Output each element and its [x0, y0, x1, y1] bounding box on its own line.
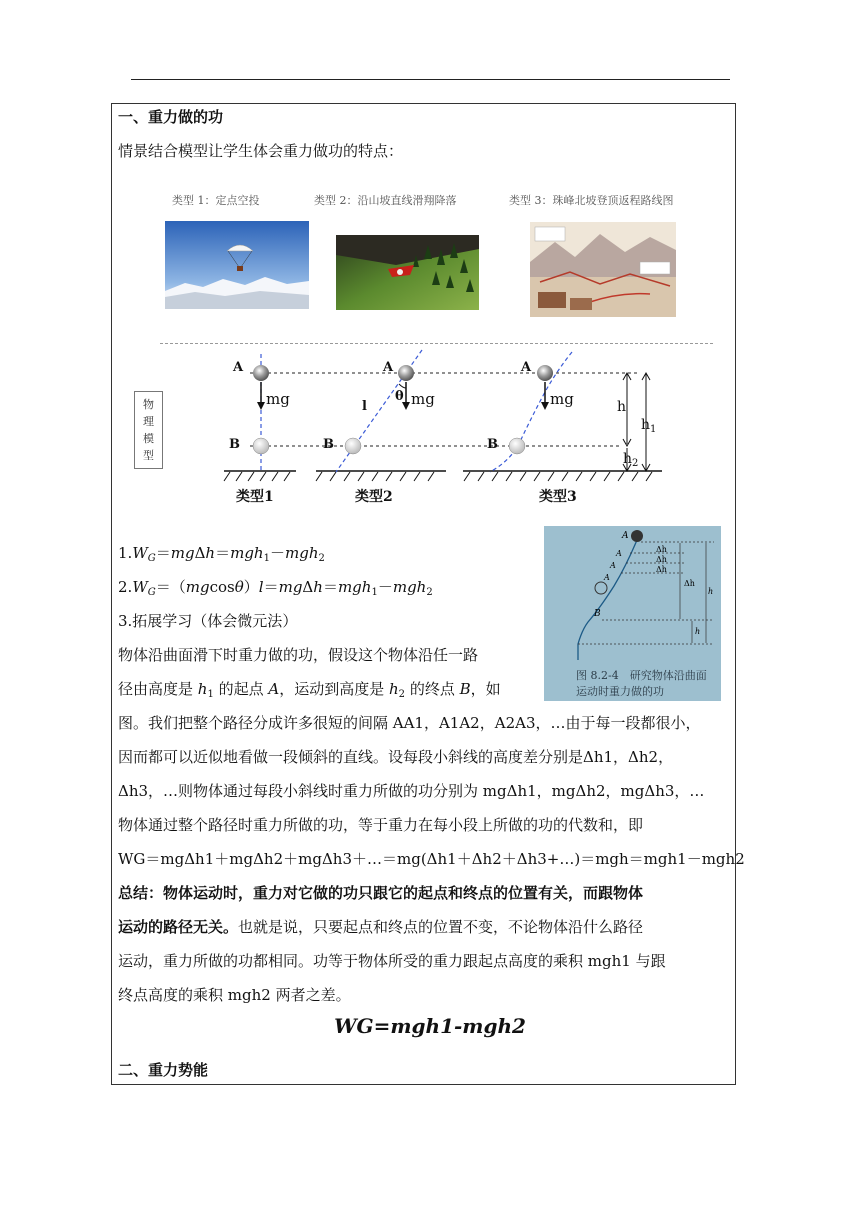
para-line: 物体通过整个路径时重力所做的功，等于重力在每小段上所做的功的代数和，即: [118, 816, 644, 834]
label-h: h: [617, 399, 627, 415]
item-3-heading: 3.拓展学习（体会微元法）: [118, 612, 298, 630]
svg-text:A: A: [604, 573, 610, 582]
para-line: 因而都可以近似地看做一段倾斜的直线。设每段小斜线的高度差分别是Δh1，Δh2，: [118, 748, 674, 766]
label-b-type-3: B: [487, 437, 498, 452]
equation-1: $1.W_G=mg\Delta h=mgh_1-mgh_2$: [118, 544, 325, 564]
svg-text:A: A: [616, 549, 622, 558]
ball-a-type-1: [253, 365, 269, 381]
summary-line: 终点高度的乘积 mgh2 两者之差。: [118, 986, 351, 1004]
svg-text:B: B: [594, 609, 601, 619]
section-2-heading: 二、重力势能: [118, 1061, 209, 1079]
para-line: Δh3，…则物体通过每段小斜线时重力所做的功分别为 mgΔh1，mgΔh2，mgΔh3，…: [118, 782, 705, 800]
para-line: 图。我们把整个路径分成许多很短的间隔 AA1，A1A2，A2A3，…由于每一段都很小，: [118, 714, 701, 732]
model-label-char: 理: [143, 415, 154, 428]
photo-caption-1: 类型 1：定点空投: [172, 194, 260, 207]
label-mg-type-2: mg: [411, 390, 435, 408]
label-mg-type-1: mg: [266, 390, 290, 408]
svg-text:A: A: [610, 561, 616, 570]
ground-type-1: [224, 471, 296, 481]
label-b-type-2: B: [323, 437, 334, 452]
physics-model-diagram: [0, 0, 860, 520]
svg-text:A: A: [622, 531, 629, 541]
label-mg-type-3: mg: [550, 390, 574, 408]
figure-caption-2: 运动时重力做的功: [576, 685, 664, 698]
svg-text:Δh: Δh: [656, 545, 667, 554]
svg-text:h: h: [695, 627, 701, 636]
para-line: 径由高度是 $h_1$ 的起点 A，运动到高度是 $h_2$ 的终点 B，如: [118, 680, 501, 700]
type-2-label: 类型2: [355, 489, 393, 505]
equation-2: $2.W_G=(mgcos\theta)l=mg\Delta h=mgh_1-mgh_2$: [118, 578, 433, 598]
svg-text:h: h: [708, 587, 714, 596]
ground-type-3: [463, 471, 662, 481]
label-a-type-3: A: [521, 360, 532, 375]
figure-curved-path: [544, 526, 721, 701]
svg-text:Δh: Δh: [656, 565, 667, 574]
svg-text:Δh: Δh: [656, 555, 667, 564]
label-theta: θ: [395, 389, 404, 404]
ball-b-type-2: [345, 438, 361, 454]
para-line: 物体沿曲面滑下时重力做的功，假设这个物体沿任一路: [118, 646, 479, 664]
ball-a-type-3: [537, 365, 553, 381]
label-length-l: l: [362, 399, 367, 414]
ball-b-type-3: [509, 438, 525, 454]
label-h1: $h_1$: [641, 417, 657, 435]
key-formula: WG=mgh1-mgh2: [334, 1014, 526, 1038]
type-1-label: 类型1: [236, 489, 274, 505]
model-label-char: 型: [143, 449, 154, 462]
summary-line: 运动的路径无关。也就是说，只要起点和终点的位置不变，不论物体沿什么路径: [118, 918, 644, 936]
section-heading: 一、重力做的功: [118, 108, 224, 126]
model-label-char: 物: [143, 398, 154, 411]
photo-caption-3: 类型 3：珠峰北坡登顶返程路线图: [509, 194, 674, 207]
label-h2: $h_2$: [623, 451, 639, 469]
summary-line: 总结：物体运动时，重力对它做的功只跟它的起点和终点的位置有关，而跟物体: [118, 884, 644, 902]
type-3-label: 类型3: [539, 489, 577, 505]
para-line: WG＝mgΔh1＋mgΔh2＋mgΔh3＋…＝mg(Δh1＋Δh2＋Δh3+…)＝mgh＝mgh1－mgh2: [118, 850, 745, 868]
model-label-char: 模: [143, 432, 154, 445]
ball-a-type-2: [398, 365, 414, 381]
intro-text: 情景结合模型让学生体会重力做功的特点：: [118, 142, 404, 160]
summary-line: 运动，重力所做的功都相同。功等于物体所受的重力跟起点高度的乘积 mgh1 与跟: [118, 952, 666, 970]
svg-text:Δh: Δh: [684, 579, 695, 588]
ground-type-2: [316, 471, 446, 481]
label-a-type-1: A: [233, 360, 244, 375]
photo-caption-2: 类型 2：沿山坡直线滑翔降落: [314, 194, 457, 207]
label-a-type-2: A: [383, 360, 394, 375]
figure-caption-1: 图 8.2-4 研究物体沿曲面: [576, 669, 707, 682]
label-b-type-1: B: [229, 437, 240, 452]
ball-b-type-1: [253, 438, 269, 454]
